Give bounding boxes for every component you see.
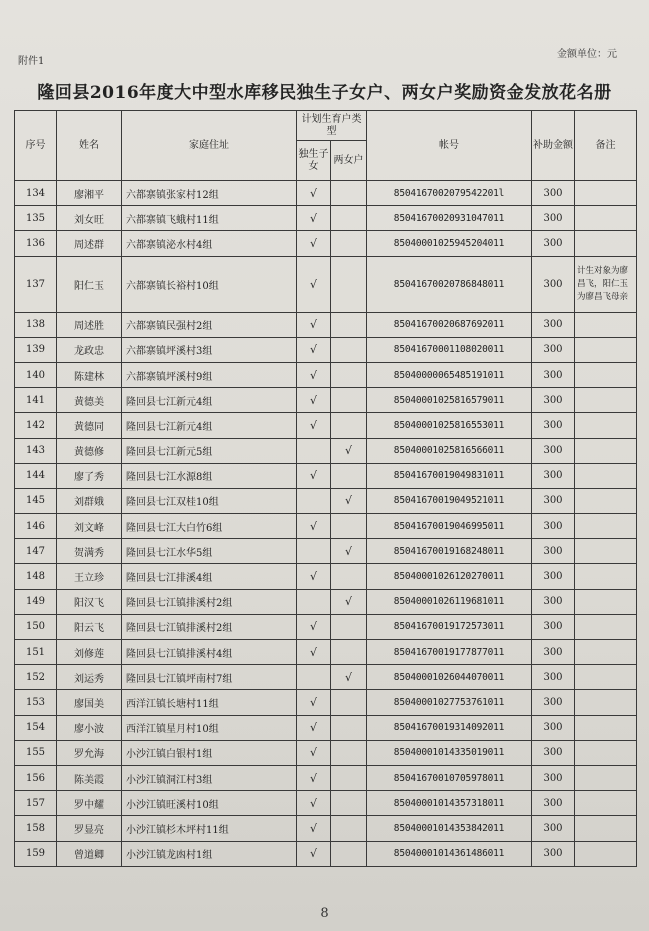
- cell-seq: 152: [15, 665, 57, 690]
- cell-amount: 300: [532, 740, 575, 765]
- cell-only-child: √: [297, 614, 331, 639]
- table-row: [15, 231, 637, 256]
- cell-two-girls: [331, 740, 367, 765]
- cell-two-girls: √: [331, 488, 367, 513]
- table-row: [15, 740, 637, 765]
- cell-remarks: [575, 231, 637, 256]
- header-seq: 序号: [15, 111, 57, 181]
- header-account: 帐号: [367, 111, 532, 181]
- cell-account: 85040001026119681011: [367, 589, 532, 614]
- cell-amount: 300: [532, 690, 575, 715]
- cell-only-child: √: [297, 841, 331, 866]
- cell-amount: 300: [532, 488, 575, 513]
- cell-remarks: [575, 589, 637, 614]
- cell-amount: 300: [532, 362, 575, 387]
- cell-account: 85041670019046995011: [367, 514, 532, 539]
- cell-address: 隆回县七江镇排溪村2组: [122, 589, 297, 614]
- cell-amount: 300: [532, 231, 575, 256]
- header-name: 姓名: [57, 111, 122, 181]
- header-two-girls: 两女户: [331, 141, 367, 181]
- cell-address: 小沙江镇洞江村3组: [122, 765, 297, 790]
- cell-two-girls: [331, 791, 367, 816]
- cell-seq: 138: [15, 312, 57, 337]
- cell-only-child: √: [297, 231, 331, 256]
- cell-address: 六都寨镇坪溪村9组: [122, 362, 297, 387]
- cell-address: 小沙江镇龙凼村1组: [122, 841, 297, 866]
- cell-account: 85041670019049521011: [367, 488, 532, 513]
- cell-two-girls: √: [331, 438, 367, 463]
- cell-account: 85041670019177877011: [367, 640, 532, 665]
- cell-seq: 136: [15, 231, 57, 256]
- cell-seq: 157: [15, 791, 57, 816]
- cell-amount: 300: [532, 665, 575, 690]
- cell-two-girls: [331, 413, 367, 438]
- cell-name: 廖小波: [57, 715, 122, 740]
- cell-remarks: [575, 438, 637, 463]
- cell-seq: 156: [15, 765, 57, 790]
- cell-name: 周述胜: [57, 312, 122, 337]
- cell-account: 85040000065485191011: [367, 362, 532, 387]
- cell-account: 85040001014361486011: [367, 841, 532, 866]
- cell-only-child: √: [297, 256, 331, 312]
- cell-remarks: [575, 514, 637, 539]
- table-row: [15, 337, 637, 362]
- cell-remarks: [575, 312, 637, 337]
- cell-account: 85041670020786848011: [367, 256, 532, 312]
- cell-address: 隆回县七江镇排溪村2组: [122, 614, 297, 639]
- cell-name: 阳云飞: [57, 614, 122, 639]
- cell-seq: 143: [15, 438, 57, 463]
- cell-remarks: [575, 362, 637, 387]
- table-row: [15, 388, 637, 413]
- cell-only-child: √: [297, 816, 331, 841]
- cell-two-girls: √: [331, 589, 367, 614]
- cell-name: 刘女旺: [57, 206, 122, 231]
- cell-only-child: √: [297, 337, 331, 362]
- cell-two-girls: [331, 514, 367, 539]
- table-row: [15, 463, 637, 488]
- table-row: [15, 614, 637, 639]
- cell-remarks: [575, 463, 637, 488]
- cell-remarks: [575, 388, 637, 413]
- table-row: [15, 539, 637, 564]
- cell-amount: 300: [532, 181, 575, 206]
- cell-remarks: [575, 841, 637, 866]
- cell-address: 隆回县七江镇坪南村7组: [122, 665, 297, 690]
- cell-only-child: [297, 488, 331, 513]
- cell-two-girls: [331, 362, 367, 387]
- cell-account: 85041670001108020011: [367, 337, 532, 362]
- cell-address: 六都寨镇张家村12组: [122, 181, 297, 206]
- cell-two-girls: [331, 206, 367, 231]
- cell-two-girls: [331, 256, 367, 312]
- cell-address: 隆回县七江镇排溪村4组: [122, 640, 297, 665]
- cell-seq: 135: [15, 206, 57, 231]
- cell-account: 85040001014335019011: [367, 740, 532, 765]
- cell-amount: 300: [532, 256, 575, 312]
- cell-only-child: √: [297, 312, 331, 337]
- cell-account: 85040001027753761011: [367, 690, 532, 715]
- table-row: [15, 690, 637, 715]
- table-row: [15, 765, 637, 790]
- cell-seq: 148: [15, 564, 57, 589]
- cell-two-girls: [331, 337, 367, 362]
- cell-amount: 300: [532, 589, 575, 614]
- cell-account: 85040001026044070011: [367, 665, 532, 690]
- cell-two-girls: [331, 640, 367, 665]
- cell-name: 刘文峰: [57, 514, 122, 539]
- cell-two-girls: √: [331, 665, 367, 690]
- cell-address: 六都寨镇坪溪村3组: [122, 337, 297, 362]
- cell-amount: 300: [532, 206, 575, 231]
- table-row: [15, 256, 637, 312]
- cell-account: 8504167002079542201l: [367, 181, 532, 206]
- cell-seq: 155: [15, 740, 57, 765]
- cell-account: 85040001025816553011: [367, 413, 532, 438]
- cell-remarks: [575, 539, 637, 564]
- cell-address: 小沙江镇白银村1组: [122, 740, 297, 765]
- cell-remarks: [575, 206, 637, 231]
- cell-seq: 134: [15, 181, 57, 206]
- cell-name: 罗显亮: [57, 816, 122, 841]
- cell-two-girls: [331, 388, 367, 413]
- cell-only-child: √: [297, 740, 331, 765]
- cell-two-girls: [331, 614, 367, 639]
- table-row: [15, 791, 637, 816]
- cell-only-child: [297, 589, 331, 614]
- cell-name: 王立珍: [57, 564, 122, 589]
- cell-address: 小沙江镇杉木坪村11组: [122, 816, 297, 841]
- table-row: [15, 413, 637, 438]
- cell-remarks: [575, 765, 637, 790]
- cell-seq: 151: [15, 640, 57, 665]
- cell-remarks: [575, 614, 637, 639]
- cell-address: 六都寨镇民强村2组: [122, 312, 297, 337]
- cell-only-child: √: [297, 206, 331, 231]
- cell-account: 85041670010705978011: [367, 765, 532, 790]
- header-remarks: 备注: [575, 111, 637, 181]
- cell-account: 85041670019168248011: [367, 539, 532, 564]
- table-row: [15, 841, 637, 866]
- cell-account: 85041670020931047011: [367, 206, 532, 231]
- cell-address: 六都寨镇飞蛾村11组: [122, 206, 297, 231]
- table-row: [15, 438, 637, 463]
- cell-address: 隆回县七江双桂10组: [122, 488, 297, 513]
- cell-only-child: √: [297, 514, 331, 539]
- cell-seq: 153: [15, 690, 57, 715]
- amount-unit: 金额单位：元: [557, 49, 617, 60]
- cell-amount: 300: [532, 564, 575, 589]
- cell-name: 陈建林: [57, 362, 122, 387]
- table-row: [15, 589, 637, 614]
- cell-account: 85041670019172573011: [367, 614, 532, 639]
- cell-name: 罗允海: [57, 740, 122, 765]
- cell-name: 黄德修: [57, 438, 122, 463]
- document-title: 隆回县2016年度大中型水库移民独生子女户、两女户奖励资金发放花名册: [37, 83, 612, 103]
- cell-account: 85040001025945204011: [367, 231, 532, 256]
- cell-address: 六都寨镇长裕村10组: [122, 256, 297, 312]
- header-subsidy: 补助金额: [532, 111, 575, 181]
- cell-seq: 146: [15, 514, 57, 539]
- cell-remarks: [575, 181, 637, 206]
- cell-amount: 300: [532, 438, 575, 463]
- cell-two-girls: √: [331, 539, 367, 564]
- roster-body: [15, 181, 637, 867]
- cell-name: 曾道卿: [57, 841, 122, 866]
- table-row: [15, 640, 637, 665]
- table-row: [15, 362, 637, 387]
- cell-amount: 300: [532, 791, 575, 816]
- cell-remarks: [575, 715, 637, 740]
- cell-name: 刘修莲: [57, 640, 122, 665]
- cell-account: 85041670019314092011: [367, 715, 532, 740]
- cell-only-child: √: [297, 362, 331, 387]
- cell-only-child: [297, 539, 331, 564]
- cell-address: 小沙江镇旺溪村10组: [122, 791, 297, 816]
- cell-two-girls: [331, 231, 367, 256]
- table-row: [15, 665, 637, 690]
- cell-name: 陈美霞: [57, 765, 122, 790]
- cell-two-girls: [331, 690, 367, 715]
- cell-only-child: [297, 665, 331, 690]
- cell-name: 黄德同: [57, 413, 122, 438]
- header-only-child: 独生子女: [297, 141, 331, 181]
- cell-seq: 145: [15, 488, 57, 513]
- cell-address: 隆回县七江排溪4组: [122, 564, 297, 589]
- cell-name: 罗中耀: [57, 791, 122, 816]
- cell-seq: 150: [15, 614, 57, 639]
- header-address: 家庭住址: [122, 111, 297, 181]
- cell-name: 周述群: [57, 231, 122, 256]
- cell-only-child: √: [297, 715, 331, 740]
- cell-name: 廖了秀: [57, 463, 122, 488]
- cell-two-girls: [331, 816, 367, 841]
- cell-amount: 300: [532, 539, 575, 564]
- cell-amount: 300: [532, 614, 575, 639]
- cell-remarks: [575, 816, 637, 841]
- cell-seq: 158: [15, 816, 57, 841]
- table-row: [15, 181, 637, 206]
- cell-address: 西洋江镇长塘村11组: [122, 690, 297, 715]
- cell-remarks: 计生对象为廖昌飞，阳仁玉为廖昌飞母亲: [575, 256, 637, 312]
- page-number: 8: [320, 906, 329, 921]
- cell-account: 85040001025816579011: [367, 388, 532, 413]
- cell-two-girls: [331, 312, 367, 337]
- cell-amount: 300: [532, 765, 575, 790]
- cell-address: 西洋江镇星月村10组: [122, 715, 297, 740]
- cell-name: 龙政忠: [57, 337, 122, 362]
- table-row: [15, 564, 637, 589]
- cell-only-child: √: [297, 564, 331, 589]
- table-row: [15, 514, 637, 539]
- cell-two-girls: [331, 564, 367, 589]
- cell-address: 隆回县七江水源8组: [122, 463, 297, 488]
- cell-account: 85040001025816566011: [367, 438, 532, 463]
- cell-name: 阳汉飞: [57, 589, 122, 614]
- cell-address: 隆回县七江水华5组: [122, 539, 297, 564]
- cell-amount: 300: [532, 388, 575, 413]
- cell-amount: 300: [532, 337, 575, 362]
- cell-two-girls: [331, 841, 367, 866]
- cell-name: 黄德美: [57, 388, 122, 413]
- cell-seq: 147: [15, 539, 57, 564]
- table-row: [15, 206, 637, 231]
- cell-seq: 137: [15, 256, 57, 312]
- cell-only-child: √: [297, 388, 331, 413]
- cell-remarks: [575, 413, 637, 438]
- cell-seq: 144: [15, 463, 57, 488]
- cell-only-child: √: [297, 640, 331, 665]
- cell-only-child: √: [297, 765, 331, 790]
- cell-seq: 139: [15, 337, 57, 362]
- cell-remarks: [575, 337, 637, 362]
- cell-name: 刘群娥: [57, 488, 122, 513]
- cell-remarks: [575, 740, 637, 765]
- cell-amount: 300: [532, 816, 575, 841]
- cell-name: 刘运秀: [57, 665, 122, 690]
- cell-remarks: [575, 564, 637, 589]
- table-row: [15, 488, 637, 513]
- table-row: [15, 715, 637, 740]
- cell-amount: 300: [532, 841, 575, 866]
- cell-address: 隆回县七江新元4组: [122, 388, 297, 413]
- table-row: [15, 312, 637, 337]
- cell-account: 85041670019049831011: [367, 463, 532, 488]
- cell-name: 廖湘平: [57, 181, 122, 206]
- cell-amount: 300: [532, 514, 575, 539]
- cell-only-child: √: [297, 690, 331, 715]
- header-family-type: 计划生育户类型: [297, 111, 367, 141]
- cell-amount: 300: [532, 640, 575, 665]
- cell-address: 隆回县七江大白竹6组: [122, 514, 297, 539]
- cell-two-girls: [331, 715, 367, 740]
- cell-account: 85040001026120270011: [367, 564, 532, 589]
- cell-only-child: √: [297, 791, 331, 816]
- table-row: [15, 816, 637, 841]
- cell-only-child: √: [297, 463, 331, 488]
- cell-remarks: [575, 488, 637, 513]
- annex-label: 附件1: [18, 56, 45, 67]
- cell-only-child: √: [297, 181, 331, 206]
- cell-address: 隆回县七江新元5组: [122, 438, 297, 463]
- cell-address: 六都寨镇泌水村4组: [122, 231, 297, 256]
- cell-two-girls: [331, 181, 367, 206]
- cell-name: 贺满秀: [57, 539, 122, 564]
- cell-account: 85041670020687692011: [367, 312, 532, 337]
- cell-seq: 154: [15, 715, 57, 740]
- cell-two-girls: [331, 765, 367, 790]
- cell-seq: 159: [15, 841, 57, 866]
- cell-account: 85040001014357318011: [367, 791, 532, 816]
- cell-seq: 140: [15, 362, 57, 387]
- cell-amount: 300: [532, 463, 575, 488]
- cell-remarks: [575, 690, 637, 715]
- cell-address: 隆回县七江新元4组: [122, 413, 297, 438]
- cell-amount: 300: [532, 413, 575, 438]
- cell-seq: 142: [15, 413, 57, 438]
- cell-only-child: [297, 438, 331, 463]
- cell-remarks: [575, 640, 637, 665]
- cell-two-girls: [331, 463, 367, 488]
- cell-account: 85040001014353842011: [367, 816, 532, 841]
- cell-seq: 149: [15, 589, 57, 614]
- cell-name: 阳仁玉: [57, 256, 122, 312]
- cell-name: 廖国美: [57, 690, 122, 715]
- cell-amount: 300: [532, 312, 575, 337]
- cell-seq: 141: [15, 388, 57, 413]
- cell-remarks: [575, 791, 637, 816]
- cell-only-child: √: [297, 413, 331, 438]
- cell-remarks: [575, 665, 637, 690]
- cell-amount: 300: [532, 715, 575, 740]
- roster-table: [14, 110, 637, 867]
